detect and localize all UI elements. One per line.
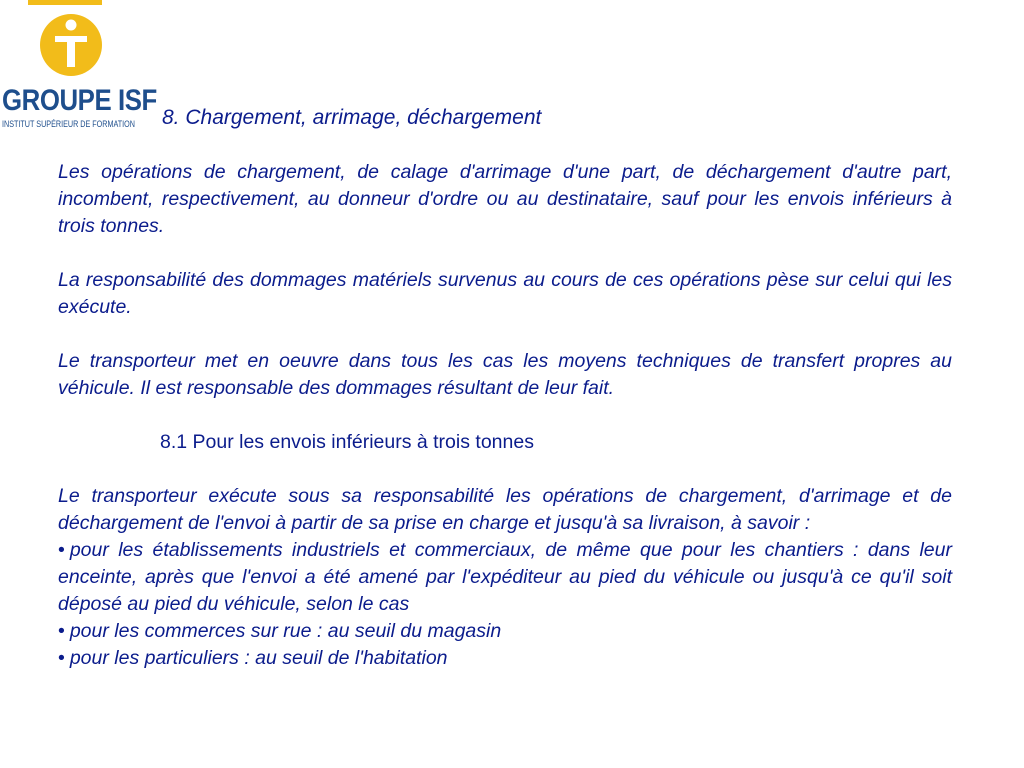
list-item xyxy=(58,645,952,672)
list-item xyxy=(58,618,952,645)
subsection-intro: Le transporteur exécute sous sa responsabilité les opérations de chargement, d'arrimage et de déchargement de l'envoi à partir de sa prise en charge et jusqu'à sa livraison, à savoir : xyxy=(58,485,952,534)
list-item-text: pour les établissements industriels et commerciaux, de même que pour les chantiers : dans leur enceinte, après que l'envoi a été amené par l'expéditeur au pied du véhicule ou jusqu'à ce qu'il soit déposé au pied du véhicule, selon le cas xyxy=(58,539,952,615)
paragraph: Les opérations de chargement, de calage d'arrimage d'une part, de déchargement d'autre part, incombent, respectivement, au donneur d'ordre ou au destinataire, sauf pour les envois inférieurs à trois tonnes. xyxy=(58,161,952,237)
paragraph: La responsabilité des dommages matériels survenus au cours de ces opérations pèse sur celui qui les exécute. xyxy=(58,269,952,318)
paragraph: Le transporteur met en oeuvre dans tous les cas les moyens techniques de transfert propres au véhicule. Il est responsable des dommages résultant de leur fait. xyxy=(58,350,952,399)
list-item-text: pour les particuliers : au seuil de l'habitation xyxy=(69,647,448,669)
logo-emblem-icon xyxy=(40,3,104,79)
bullet-list xyxy=(58,537,952,672)
bullet-icon: • xyxy=(58,539,65,561)
list-item xyxy=(58,537,952,618)
bullet-icon: • xyxy=(58,647,65,669)
subsection-title: 8.1 Pour les envois inférieurs à trois tonnes xyxy=(160,431,534,453)
bullet-icon: • xyxy=(58,620,65,642)
slide-content xyxy=(58,104,952,672)
logo-subtitle: INSTITUT SUPÉRIEUR DE FORMATION xyxy=(2,119,135,129)
section-title: 8. Chargement, arrimage, déchargement xyxy=(162,106,542,129)
list-item-text: pour les commerces sur rue : au seuil du magasin xyxy=(69,620,502,642)
logo-name: GROUPE ISF xyxy=(2,84,157,117)
